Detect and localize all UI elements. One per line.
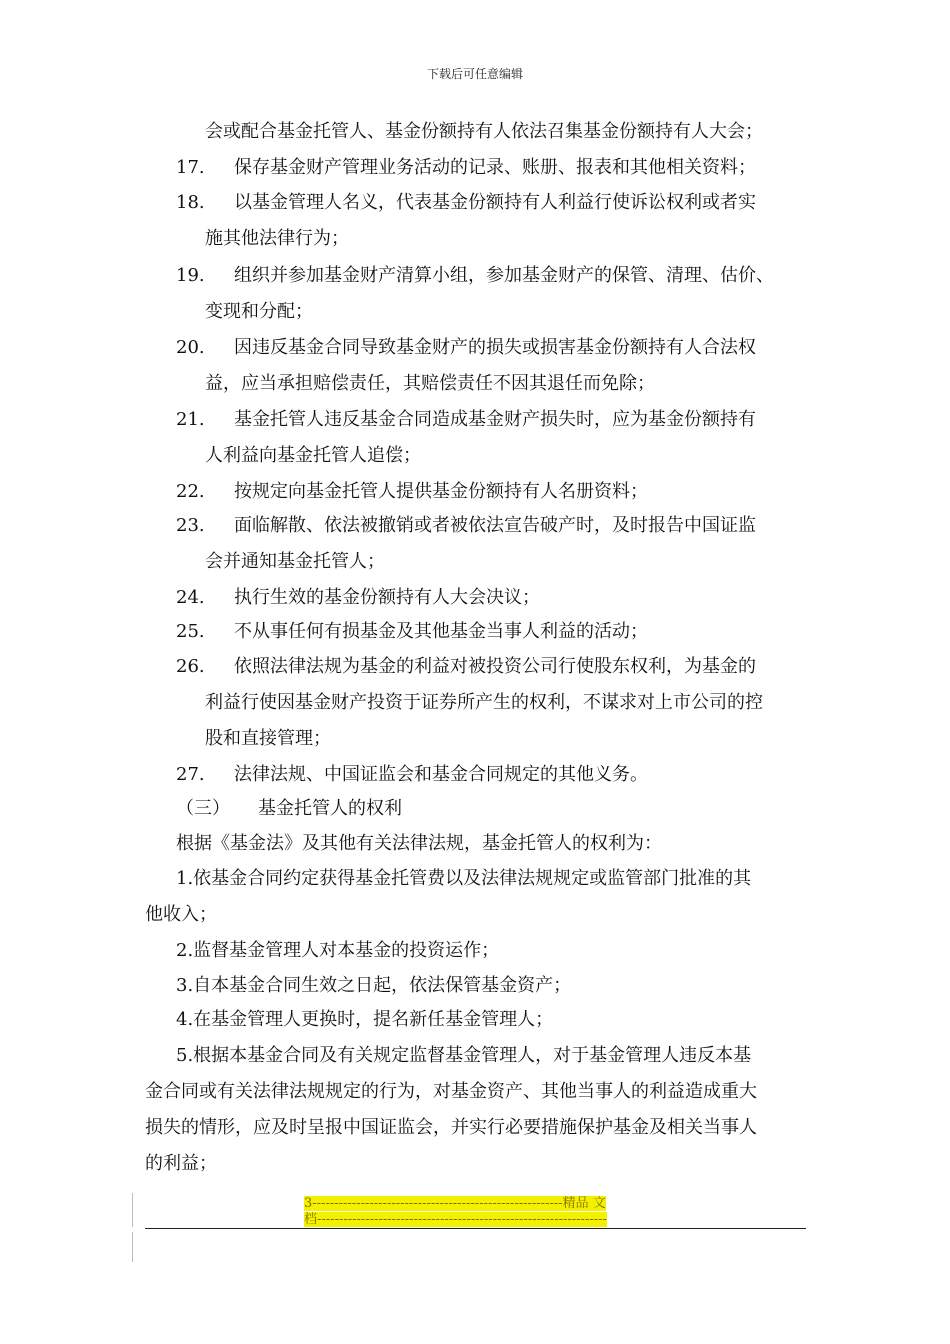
- right-item-1-continued: 他收入；: [145, 904, 217, 925]
- item-text-continued: 人利益向基金托管人追偿；: [205, 445, 421, 466]
- item-text: 执行生效的基金份额持有人大会决议；: [234, 587, 540, 608]
- margin-marker: [132, 1232, 133, 1262]
- item-text: 面临解散、依法被撤销或者被依法宣告破产时，及时报告中国证监: [234, 515, 756, 536]
- right-item-5: 5.根据本基金合同及有关规定监督基金管理人，对于基金管理人违反本基: [176, 1045, 752, 1066]
- item-number: 25.: [176, 621, 205, 642]
- item-text-continued: 会并通知基金托管人；: [205, 551, 385, 572]
- item-text-continued: 益，应当承担赔偿责任，其赔偿责任不因其退任而免除；: [205, 373, 655, 394]
- list-item-26: [176, 655, 756, 679]
- list-item-24: [176, 586, 540, 610]
- right-item-1: 1.依基金合同约定获得基金托管费以及法律法规规定或监管部门批准的其: [176, 868, 752, 889]
- item-text: 按规定向基金托管人提供基金份额持有人名册资料；: [234, 481, 648, 502]
- list-item-18: [176, 191, 756, 215]
- list-item-27: [176, 763, 648, 787]
- right-item-5-continued: 金合同或有关法律法规规定的行为，对基金资产、其他当事人的利益造成重大: [145, 1081, 757, 1102]
- right-item-3: 3.自本基金合同生效之日起，依法保管基金资产；: [176, 975, 572, 996]
- footer-line-2: [304, 1212, 607, 1228]
- list-item-19: [176, 264, 774, 288]
- footer-rule: [145, 1228, 806, 1229]
- item-number: 19.: [176, 265, 205, 286]
- item-number: 17.: [176, 157, 205, 178]
- item-text: 组织并参加基金财产清算小组，参加基金财产的保管、清理、估价、: [234, 265, 774, 286]
- page-header: 下载后可任意编辑: [426, 67, 523, 81]
- item-text: 基金托管人违反基金合同造成基金财产损失时，应为基金份额持有: [234, 409, 756, 430]
- item-number: 22.: [176, 481, 205, 502]
- right-item-5-continued: 的利益；: [145, 1153, 217, 1174]
- right-item-5-continued: 损失的情形，应及时呈报中国证监会，并实行必要措施保护基金及相关当事人: [145, 1117, 757, 1138]
- item-text-continued: 施其他法律行为；: [205, 228, 349, 249]
- item-text-continued: 股和直接管理；: [205, 728, 331, 749]
- section-intro: 根据《基金法》及其他有关法律法规，基金托管人的权利为：: [176, 833, 662, 854]
- item-number: 24.: [176, 587, 205, 608]
- item-number: 20.: [176, 337, 205, 358]
- item-text-continued: 利益行使因基金财产投资于证券所产生的权利，不谋求对上市公司的控: [205, 692, 763, 713]
- list-item-21: [176, 408, 756, 432]
- item-text: 依照法律法规为基金的利益对被投资公司行使股东权利，为基金的: [234, 656, 756, 677]
- item-number: 21.: [176, 409, 205, 430]
- list-item-17: [176, 156, 756, 180]
- footer-line-1: [304, 1196, 606, 1212]
- item-number: 18.: [176, 192, 205, 213]
- item-number: 23.: [176, 515, 205, 536]
- item-text: 以基金管理人名义，代表基金份额持有人利益行使诉讼权利或者实: [234, 192, 756, 213]
- margin-marker: [132, 1193, 133, 1227]
- section-title: 基金托管人的权利: [258, 798, 402, 819]
- right-item-2: 2.监督基金管理人对本基金的投资运作；: [176, 940, 500, 961]
- item-text: 保存基金财产管理业务活动的记录、账册、报表和其他相关资料；: [234, 157, 756, 178]
- item-text: 不从事任何有损基金及其他基金当事人利益的活动；: [234, 621, 648, 642]
- item-number: 26.: [176, 656, 205, 677]
- right-item-4: 4.在基金管理人更换时，提名新任基金管理人；: [176, 1009, 554, 1030]
- footer-text: 档------------------------------------------------------------------: [304, 1212, 607, 1227]
- list-item-20: [176, 336, 756, 360]
- list-item-continuation: 会或配合基金托管人、基金份额持有人依法召集基金份额持有人大会；: [205, 121, 763, 142]
- item-text: 因违反基金合同导致基金财产的损失或损害基金份额持有人合法权: [234, 337, 756, 358]
- footer-text: 3---------------------------------------------------------精品 文: [304, 1196, 606, 1211]
- list-item-22: [176, 480, 648, 504]
- section-heading: [176, 797, 402, 821]
- item-text: 法律法规、中国证监会和基金合同规定的其他义务。: [234, 764, 648, 785]
- list-item-23: [176, 514, 756, 538]
- item-text-continued: 变现和分配；: [205, 301, 313, 322]
- list-item-25: [176, 620, 648, 644]
- item-number: 27.: [176, 764, 205, 785]
- section-number: （三）: [176, 798, 230, 819]
